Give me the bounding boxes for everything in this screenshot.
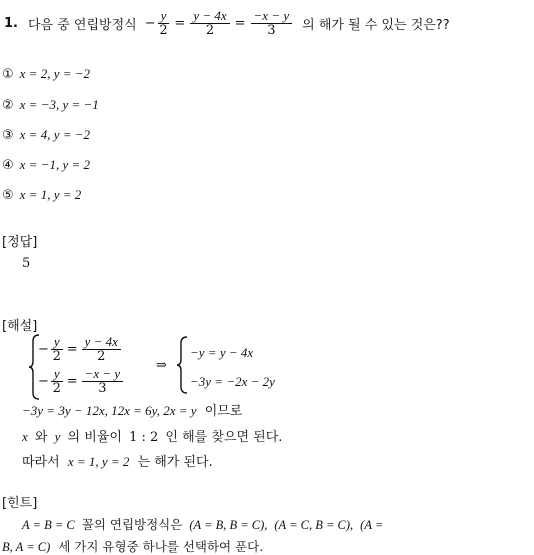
question-number: 1. bbox=[4, 15, 18, 31]
left-brace-icon bbox=[176, 336, 188, 394]
option-2[interactable]: ② x = −3, y = −1 bbox=[2, 97, 99, 113]
explanation-label: [해설] bbox=[2, 319, 38, 334]
option-3[interactable]: ③ x = 4, y = −2 bbox=[2, 127, 91, 143]
system1-row2: − $\frac{y}{2}$ = $\frac{-x - y}{3}$ bbox=[38, 367, 125, 396]
explanation-line-2: x 와 y 의 비율이 1 : 2 인 해를 찾으면 된다. bbox=[22, 429, 283, 445]
fraction-2: $\frac{y - 4x}{2}$ bbox=[190, 9, 229, 38]
explanation-line-3: 따라서 x = 1, y = 2 는 해가 된다. bbox=[22, 454, 213, 470]
question: 1. 다음 중 연립방정식 − $\frac{y}{2}$ = $\frac{y - 4x}{2}$ = $\frac{-x - y}{3}$ 의 해가 될 수 있는 것은?? bbox=[4, 7, 450, 38]
system2-row1: −y = y − 4x bbox=[190, 345, 254, 360]
option-1[interactable]: ① x = 2, y = −2 bbox=[2, 66, 91, 82]
answer-label: [정답] bbox=[2, 235, 38, 250]
answer-value: 5 bbox=[22, 256, 31, 271]
hint-label: [힌트] bbox=[2, 496, 38, 511]
fraction-3: $\frac{-x - y}{3}$ bbox=[251, 9, 293, 38]
explanation-line-1: −3y = 3y − 12x, 12x = 6y, 2x = y 이므로 bbox=[22, 403, 243, 419]
option-4[interactable]: ④ x = −1, y = 2 bbox=[2, 157, 91, 173]
neg-sign: − bbox=[144, 15, 156, 31]
fraction-1: $\frac{y}{2}$ bbox=[159, 7, 168, 38]
implies-arrow-icon: ⇒ bbox=[156, 358, 167, 373]
hint-line-2: B, A = C) 세 가지 유형중 하나를 선택하여 푼다. bbox=[2, 539, 264, 554]
system2-row2: −3y = −2x − 2y bbox=[190, 374, 275, 389]
system1-row1: − $\frac{y}{2}$ = $\frac{y - 4x}{2}$ bbox=[38, 335, 123, 364]
question-prompt-end: 의 해가 될 수 있는 것은?? bbox=[302, 17, 450, 33]
hint-line-1: A = B = C 꼴의 연립방정식은 (A = B, B = C), (A = C, B = C), (A = bbox=[22, 517, 384, 532]
option-5[interactable]: ⑤ x = 1, y = 2 bbox=[2, 187, 82, 203]
question-prompt: 다음 중 연립방정식 bbox=[27, 17, 137, 33]
